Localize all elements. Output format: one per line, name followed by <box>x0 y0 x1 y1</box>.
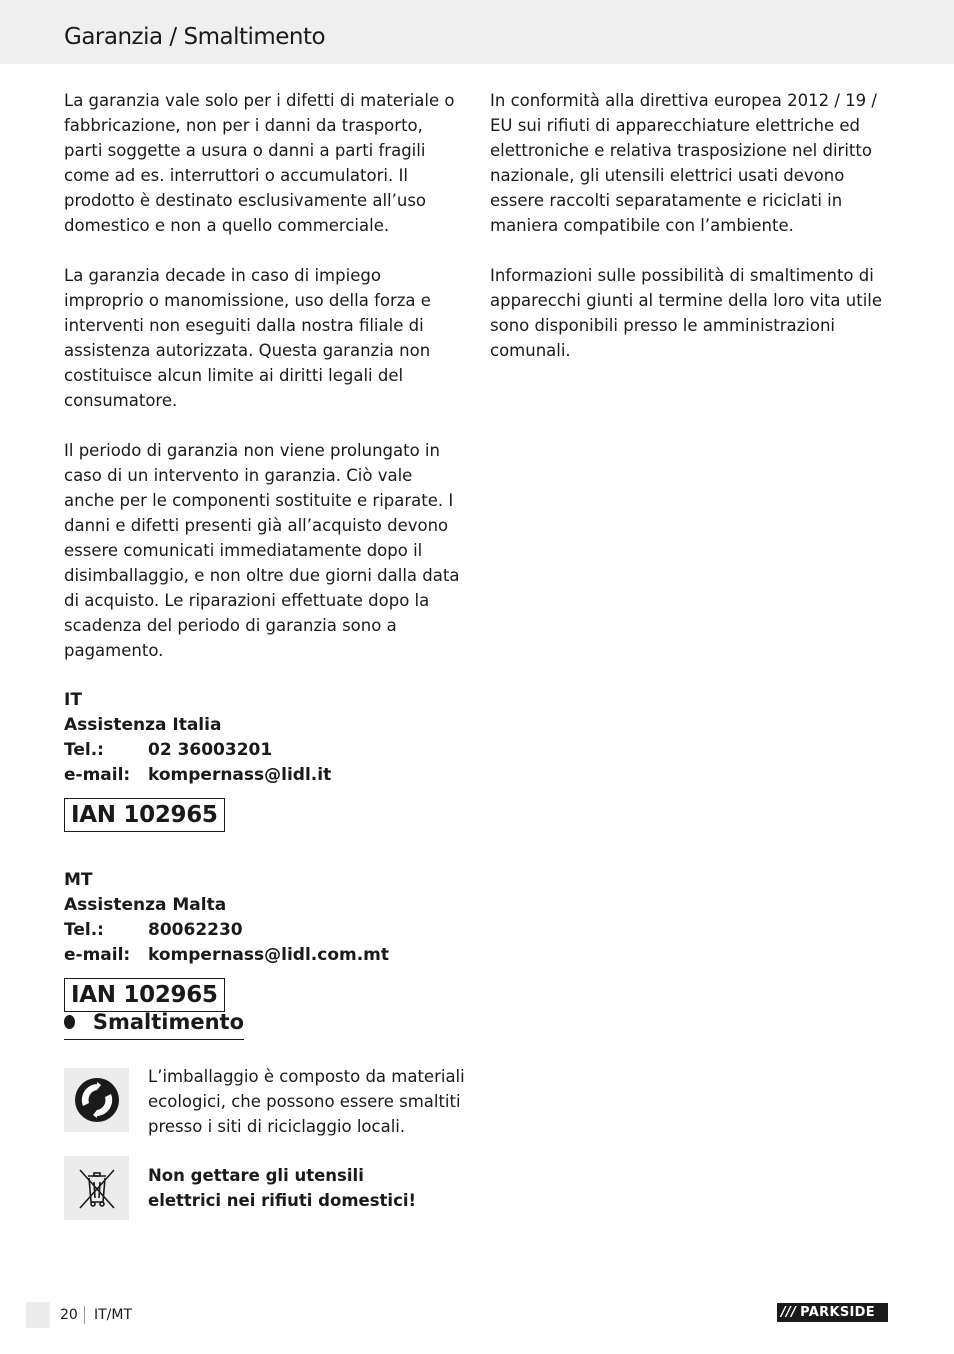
disposal-heading-text: Smaltimento <box>92 1010 244 1034</box>
tel-label: Tel.: <box>64 740 104 760</box>
packaging-text: L’imballaggio è composto da materiali ecologici, che possono essere smaltiti presso i siti di riciclaggio locali. <box>148 1067 465 1136</box>
language-code: IT/MT <box>94 1307 133 1323</box>
tel-number: 02 36003201 <box>148 740 273 760</box>
contact-service: Assistenza Italia <box>64 715 222 735</box>
contact-country: MT <box>64 870 93 890</box>
logo-text: PARKSIDE <box>800 1305 875 1320</box>
page-header <box>0 0 954 64</box>
warranty-paragraph-1: La garanzia vale solo per i difetti di materiale o fabbricazione, non per i danni da trasporto, parti soggette a usura o danni a parti fragili come ad es. interruttori o accumulatori. Il prodotto è destinato esclusivamente all’uso domestico e non a quello commerciale. <box>64 91 455 235</box>
page-title: Garanzia / Smaltimento <box>64 24 326 50</box>
page-number-tab <box>26 1302 50 1328</box>
footer-divider <box>84 1306 85 1324</box>
left-column <box>64 88 464 1046</box>
warranty-paragraph-2: La garanzia decade in caso di impiego improprio o manomissione, uso della forza e interventi non eseguiti dalla nostra filiale di assistenza autorizzata. Questa garanzia non costituisce alcun limite ai diritti legali del consumatore. <box>64 266 431 410</box>
parkside-logo <box>777 1303 888 1322</box>
contact-block-mt <box>64 868 464 968</box>
green-dot-recycling-icon <box>64 1068 129 1132</box>
tel-number: 80062230 <box>148 920 243 940</box>
contact-service: Assistenza Malta <box>64 895 227 915</box>
email-address[interactable]: kompernass@lidl.it <box>148 765 332 785</box>
ian-box-mt: IAN 102965 <box>64 978 225 1012</box>
contact-country: IT <box>64 690 82 710</box>
right-column <box>490 88 895 388</box>
email-address[interactable]: kompernass@lidl.com.mt <box>148 945 390 965</box>
disposal-heading <box>64 1008 244 1040</box>
page-number: 20 <box>60 1307 78 1323</box>
logo-slashes: /// <box>781 1305 797 1320</box>
email-label: e-mail: <box>64 945 131 965</box>
tel-label: Tel.: <box>64 920 104 940</box>
warranty-paragraph-3: Il periodo di garanzia non viene prolungato in caso di un intervento in garanzia. Ciò vale anche per le componenti sostituite e riparate. I danni e difetti presenti già all’acquisto devono essere comunicati immediatamente dopo il disimballaggio, e non oltre due giorni dalla data di acquisto. Le riparazioni effettuate dopo la scadenza del periodo di garanzia sono a pagamento. <box>64 441 460 660</box>
disposal-info-paragraph: Informazioni sulle possibilità di smaltimento di apparecchi giunti al termine della loro vita utile sono disponibili presso le amministrazioni comunali. <box>490 266 883 360</box>
weee-directive-paragraph: In conformità alla direttiva europea 2012 / 19 / EU sui rifiuti di apparecchiature elettriche ed elettroniche e relativa trasposizione nel diritto nazionale, gli utensili elettrici usati devono essere raccolti separatamente e riciclati in maniera compatibile con l’ambiente. <box>490 91 877 235</box>
ian-box-it: IAN 102965 <box>64 798 225 832</box>
bullet-icon <box>64 1015 75 1029</box>
weee-warning-text: Non gettare gli utensili elettrici nei rifiuti domestici! <box>148 1166 417 1210</box>
contact-block-it <box>64 688 464 788</box>
email-label: e-mail: <box>64 765 131 785</box>
crossed-out-bin-icon <box>64 1156 129 1220</box>
